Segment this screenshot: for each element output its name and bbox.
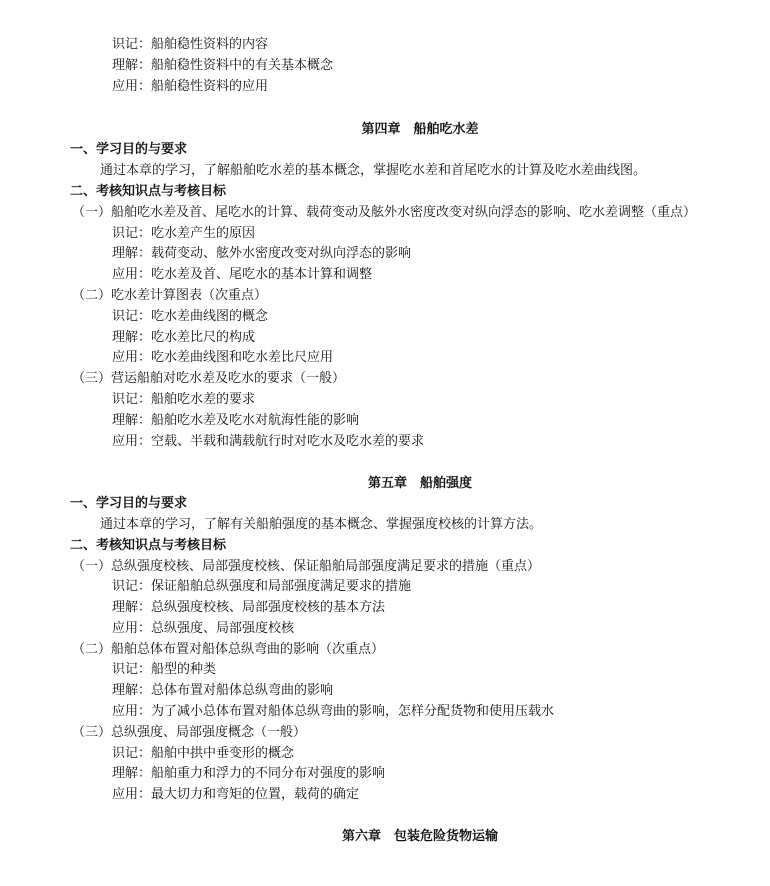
chapter5-section3-item: 应用：最大切力和弯矩的位置，载荷的确定 [112, 787, 360, 802]
chapter5-section1-item: 理解：总纵强度校核、局部强度校核的基本方法 [112, 600, 386, 615]
chapter4-section3-item: 识记：船舶吃水差的要求 [112, 392, 256, 407]
chapter5-title: 第五章 船舶强度 [367, 476, 472, 491]
chapter5-section3-item: 识记：船舶中拱中垂变形的概念 [112, 746, 295, 761]
chapter4-section1-item: 理解：载荷变动、舷外水密度改变对纵向浮态的影响 [112, 246, 412, 261]
chapter5-section1-item: 应用：总纵强度、局部强度校核 [112, 621, 295, 636]
intro-item-recall: 识记：船舶稳性资料的内容 [112, 37, 269, 52]
intro-item-understand: 理解：船舶稳性资料中的有关基本概念 [112, 58, 334, 73]
chapter5-section3-title: （三）总纵强度、局部强度概念（一般） [72, 725, 307, 740]
chapter4-title: 第四章 船舶吃水差 [361, 122, 479, 137]
chapter4-assess-heading: 二、考核知识点与考核目标 [70, 184, 227, 199]
chapter5-section2-item: 识记：船型的种类 [112, 662, 217, 677]
chapter4-section2-title: （二）吃水差计算图表（次重点） [72, 288, 268, 303]
chapter5-assess-heading: 二、考核知识点与考核目标 [70, 538, 227, 553]
chapter4-section2-item: 理解：吃水差比尺的构成 [112, 330, 256, 345]
chapter4-goal-heading: 一、学习目的与要求 [70, 142, 188, 157]
chapter5-goal-text: 通过本章的学习，了解有关船舶强度的基本概念、掌握强度校核的计算方法。 [100, 517, 543, 532]
chapter4-section3-title: （三）营运船舶对吃水差及吃水的要求（一般） [72, 371, 346, 386]
chapter5-section3-item: 理解：船舶重力和浮力的不同分布对强度的影响 [112, 766, 386, 781]
chapter4-section2-item: 识记：吃水差曲线图的概念 [112, 309, 269, 324]
chapter5-section2-title: （二）船舶总体布置对船体总纵弯曲的影响（次重点） [72, 642, 385, 657]
chapter4-goal-text: 通过本章的学习，了解船舶吃水差的基本概念，掌握吃水差和首尾吃水的计算及吃水差曲线图。 [100, 163, 647, 178]
chapter5-goal-heading: 一、学习目的与要求 [70, 496, 188, 511]
intro-item-apply: 应用：船舶稳性资料的应用 [112, 79, 269, 94]
chapter5-section2-item: 理解：总体布置对船体总纵弯曲的影响 [112, 683, 334, 698]
chapter5-section2-item: 应用：为了减小总体布置对船体总纵弯曲的影响，怎样分配货物和使用压载水 [112, 704, 555, 719]
chapter4-section1-item: 应用：吃水差及首、尾吃水的基本计算和调整 [112, 267, 373, 282]
chapter4-section3-item: 应用：空载、半载和满载航行时对吃水及吃水差的要求 [112, 434, 425, 449]
chapter4-section3-item: 理解：船舶吃水差及吃水对航海性能的影响 [112, 413, 360, 428]
chapter5-section1-title: （一）总纵强度校核、局部强度校核、保证船舶局部强度满足要求的措施（重点） [72, 559, 541, 574]
chapter6-title: 第六章 包装危险货物运输 [341, 829, 498, 844]
chapter4-section1-title: （一）船舶吃水差及首、尾吃水的计算、载荷变动及舷外水密度改变对纵向浮态的影响、吃水差调整（重点） [72, 205, 697, 220]
chapter4-section1-item: 识记：吃水差产生的原因 [112, 226, 256, 241]
chapter5-section1-item: 识记：保证船舶总纵强度和局部强度满足要求的措施 [112, 579, 412, 594]
chapter4-section2-item: 应用：吃水差曲线图和吃水差比尺应用 [112, 350, 334, 365]
